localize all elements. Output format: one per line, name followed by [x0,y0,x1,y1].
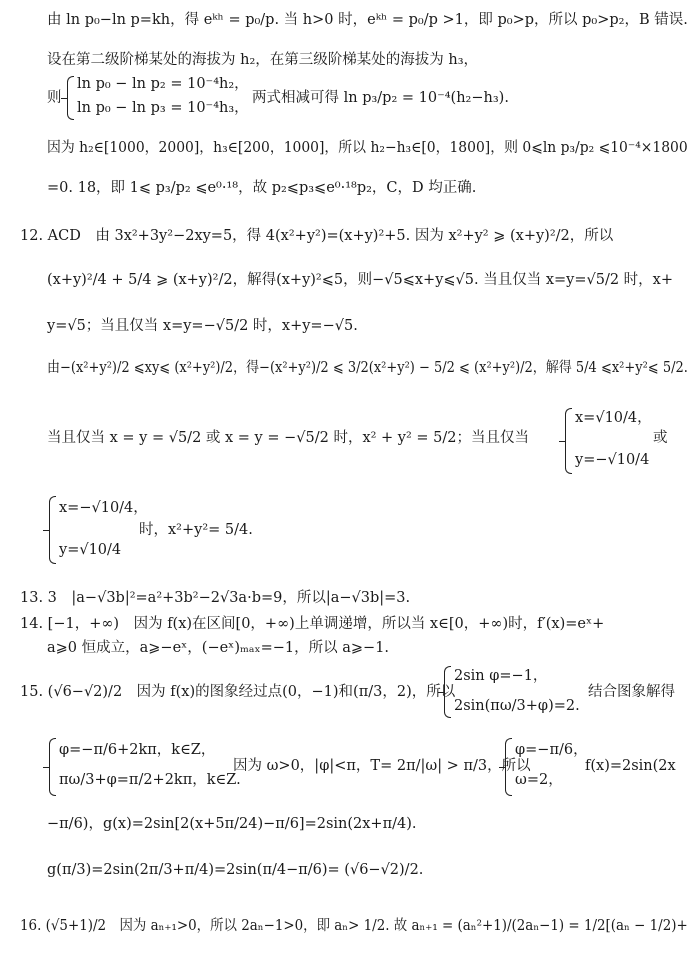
text-line: 因为 ω>0，|φ|<π，T= 2π/|ω| > π/3，所以 [233,758,531,774]
text-line: g(π/3)=2sin(2π/3+π/4)=2sin(π/4−π/6)= (√6−√2)/2. [47,862,424,878]
text-suffix: 结合图象解得 [588,684,675,700]
answer-12-line: 12. ACD 由 3x²+3y²−2xy=5，得 4(x²+y²)=(x+y)²+5. 因为 x²+y² ⩾ (x+y)²/2，所以 [20,228,614,244]
text-line: y=√5；当且仅当 x=y=−√5/2 时，x+y=−√5. [47,318,358,334]
text-suffix: f(x)=2sin(2x [585,758,676,774]
brace [49,738,56,796]
equation-system [20,664,687,720]
equation-row: x=−√10/4， [59,500,148,516]
text-line: 当且仅当 x = y = √5/2 或 x = y = −√5/2 时，x² + y² = 5/2；当且仅当 [47,430,530,446]
text-suffix: 两式相减可得 ln p₃/p₂ = 10⁻⁴(h₂−h₃). [252,90,509,106]
text-suffix: 时，x²+y²= 5/4. [139,522,253,538]
equation-row: φ=−π/6+2kπ，k∈Z， [59,742,216,758]
answer-16-line: 16. (√5+1)/2 因为 aₙ₊₁>0，所以 2aₙ−1>0，即 aₙ> 1/2. 故 aₙ₊₁ = (aₙ²+1)/(2aₙ−1) = 1/2[(aₙ − 1/2)+ [20,918,688,934]
brace [505,738,512,796]
brace [67,76,74,120]
equation-row: y=−√10/4 [575,452,650,468]
brace [565,408,572,474]
text-line: 设在第二级阶梯某处的海拔为 h₂，在第三级阶梯某处的海拔为 h₃， [47,52,479,68]
equation-row: ln p₀ − ln p₃ = 10⁻⁴h₃， [77,100,249,116]
text-line: 因为 h₂∈[1000，2000]，h₃∈[200，1000]，所以 h₂−h₃∈[0，1800]，则 0⩽ln p₃/p₂ ⩽10⁻⁴×1800 [47,140,688,156]
equation-system [47,404,687,476]
text-line: =0. 18，即 1⩽ p₃/p₂ ⩽e⁰·¹⁸，故 p₂⩽p₃⩽e⁰·¹⁸p₂，C，D 均正确. [47,180,477,196]
equation-row: y=√10/4 [59,542,122,558]
equation-row: x=√10/4， [575,410,652,426]
equation-system [47,492,687,568]
text-line: a⩾0 恒成立，a⩾−eˣ，(−eˣ)ₘₐₓ=−1，所以 a⩾−1. [47,640,390,656]
answer-15-line: 15. (√6−√2)/2 因为 f(x)的图象经过点(0，−1)和(π/3，2)，所以 [20,684,456,700]
text-suffix: 或 [653,430,668,446]
equation-row: 2sin φ=−1， [454,668,548,684]
text-line: −π/6)，g(x)=2sin[2(x+5π/24)−π/6]=2sin(2x+π/4). [47,816,417,832]
brace [444,666,451,718]
equation-system [47,734,687,798]
brace [49,496,56,564]
equation-row: ω=2， [515,772,563,788]
equation-row: ln p₀ − ln p₂ = 10⁻⁴h₂， [77,76,249,92]
equation-row: 2sin(πω/3+φ)=2. [454,698,580,714]
equation-row: φ=−π/6， [515,742,588,758]
text-prefix: 则 [47,90,62,106]
equation-system [47,74,687,122]
answer-13-line: 13. 3 |a−√3b|²=a²+3b²−2√3a·b=9，所以|a−√3b|=3. [20,590,411,606]
answer-14-line: 14. [−1，+∞) 因为 f(x)在区间[0，+∞)上单调递增，所以当 x∈[0，+∞)时，f′(x)=eˣ+ [20,616,605,632]
text-line: (x+y)²/4 + 5/4 ⩾ (x+y)²/2，解得(x+y)²⩽5，则−√5⩽x+y⩽√5. 当且仅当 x=y=√5/2 时，x+ [47,272,674,288]
equation-row: πω/3+φ=π/2+2kπ，k∈Z. [59,772,241,788]
text-line: 由−(x²+y²)/2 ⩽xy⩽ (x²+y²)/2，得−(x²+y²)/2 ⩽ 3/2(x²+y²) − 5/2 ⩽ (x²+y²)/2，解得 5/4 ⩽x²+y²⩽ 5/2. [47,360,688,376]
text-line: 由 ln p₀−ln p=kh，得 eᵏʰ = p₀/p. 当 h>0 时，eᵏʰ = p₀/p >1，即 p₀>p，所以 p₀>p₂，B 错误. [47,12,688,28]
